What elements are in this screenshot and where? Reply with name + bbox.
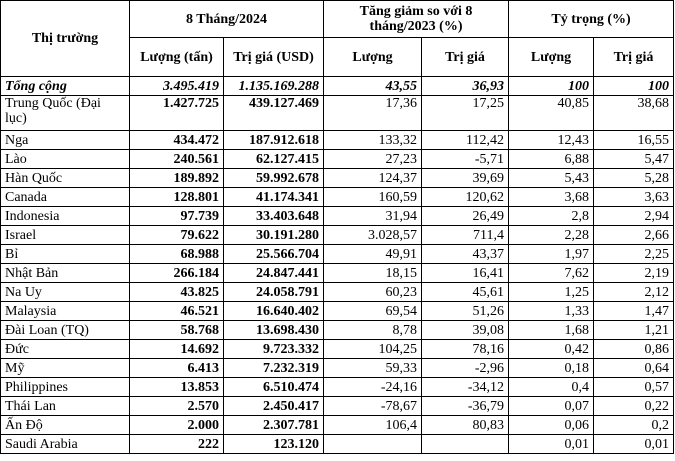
value-cell: 9.723.332: [224, 340, 324, 359]
volume-cell: 6.413: [130, 359, 224, 378]
table-row: [1, 435, 674, 454]
share-value-cell: 2,12: [594, 283, 674, 302]
market-name: Philippines: [1, 378, 130, 397]
value-cell: 123.120: [224, 435, 324, 454]
share-volume-cell: 0,42: [509, 340, 594, 359]
total-name: Tổng cộng: [1, 77, 130, 96]
volume-cell: 240.561: [130, 150, 224, 169]
change-value-cell: 39,08: [422, 321, 509, 340]
market-name: Canada: [1, 188, 130, 207]
change-value-cell: 78,16: [422, 340, 509, 359]
table-row: [1, 283, 674, 302]
table-row: [1, 340, 674, 359]
volume-cell: 266.184: [130, 264, 224, 283]
table-row: [1, 378, 674, 397]
volume-cell: 97.739: [130, 207, 224, 226]
change-volume-cell: 133,32: [324, 131, 422, 150]
change-volume-cell: 104,25: [324, 340, 422, 359]
table-row: [1, 226, 674, 245]
market-name: Indonesia: [1, 207, 130, 226]
volume-cell: 434.472: [130, 131, 224, 150]
table-row: [1, 207, 674, 226]
change-volume-cell: 124,37: [324, 169, 422, 188]
table-row: [1, 302, 674, 321]
total-share-volume: 100: [509, 77, 594, 96]
market-name: Nga: [1, 131, 130, 150]
volume-cell: 128.801: [130, 188, 224, 207]
share-value-cell: 0,2: [594, 416, 674, 435]
table-row: [1, 96, 674, 131]
change-volume-cell: 8,78: [324, 321, 422, 340]
change-value-cell: 43,37: [422, 245, 509, 264]
volume-cell: 189.892: [130, 169, 224, 188]
market-name: Israel: [1, 226, 130, 245]
volume-cell: 13.853: [130, 378, 224, 397]
change-value-cell: 120,62: [422, 188, 509, 207]
value-cell: 33.403.648: [224, 207, 324, 226]
volume-tons-header: Lượng (tấn): [130, 38, 224, 77]
volume-cell: 1.427.725: [130, 96, 224, 131]
share-volume-cell: 1,68: [509, 321, 594, 340]
change-volume-cell: 17,36: [324, 96, 422, 131]
value-cell: 30.191.280: [224, 226, 324, 245]
change-value-cell: 17,25: [422, 96, 509, 131]
value-usd-header: Trị giá (USD): [224, 38, 324, 77]
value-cell: 439.127.469: [224, 96, 324, 131]
market-name: Malaysia: [1, 302, 130, 321]
share-value-cell: 0,22: [594, 397, 674, 416]
change-volume-cell: 31,94: [324, 207, 422, 226]
change-volume-cell: 69,54: [324, 302, 422, 321]
change-volume-cell: 3.028,57: [324, 226, 422, 245]
market-name: Ấn Độ: [1, 416, 130, 435]
value-cell: 6.510.474: [224, 378, 324, 397]
market-name: Bỉ: [1, 245, 130, 264]
table-row: [1, 321, 674, 340]
share-value-cell: 0,64: [594, 359, 674, 378]
share-volume-cell: 5,43: [509, 169, 594, 188]
share-volume-cell: 40,85: [509, 96, 594, 131]
value-cell: 24.847.441: [224, 264, 324, 283]
market-name: Hàn Quốc: [1, 169, 130, 188]
share-header: Tỷ trọng (%): [509, 1, 674, 38]
change-value-cell: 51,26: [422, 302, 509, 321]
value-cell: 25.566.704: [224, 245, 324, 264]
share-volume-cell: 0,18: [509, 359, 594, 378]
table-row: [1, 169, 674, 188]
share-value-cell: 5,28: [594, 169, 674, 188]
value-cell: 13.698.430: [224, 321, 324, 340]
value-cell: 7.232.319: [224, 359, 324, 378]
value-cell: 62.127.415: [224, 150, 324, 169]
share-volume-cell: 7,62: [509, 264, 594, 283]
change-value-cell: -36,79: [422, 397, 509, 416]
market-name: Thái Lan: [1, 397, 130, 416]
share-volume-cell: 0,06: [509, 416, 594, 435]
change-value-header: Trị giá: [422, 38, 509, 77]
total-volume: 3.495.419: [130, 77, 224, 96]
market-name: Na Uy: [1, 283, 130, 302]
share-volume-cell: 2,8: [509, 207, 594, 226]
volume-cell: 68.988: [130, 245, 224, 264]
share-value-cell: 5,47: [594, 150, 674, 169]
volume-cell: 46.521: [130, 302, 224, 321]
total-row: [1, 77, 674, 96]
table-row: [1, 131, 674, 150]
value-cell: 41.174.341: [224, 188, 324, 207]
table-row: [1, 397, 674, 416]
market-name: Lào: [1, 150, 130, 169]
share-value-cell: 0,57: [594, 378, 674, 397]
total-share-value: 100: [594, 77, 674, 96]
market-header: Thị trường: [1, 1, 130, 77]
change-volume-cell: 106,4: [324, 416, 422, 435]
market-name: Đức: [1, 340, 130, 359]
share-volume-cell: 2,28: [509, 226, 594, 245]
share-value-cell: 2,66: [594, 226, 674, 245]
share-value-cell: 1,47: [594, 302, 674, 321]
share-volume-cell: 0,4: [509, 378, 594, 397]
share-value-cell: 2,19: [594, 264, 674, 283]
change-volume-cell: 27,23: [324, 150, 422, 169]
table-row: [1, 264, 674, 283]
value-cell: 2.307.781: [224, 416, 324, 435]
table-row: [1, 359, 674, 378]
share-volume-cell: 0,07: [509, 397, 594, 416]
share-volume-cell: 1,25: [509, 283, 594, 302]
change-value-cell: 80,83: [422, 416, 509, 435]
change-volume-cell: 60,23: [324, 283, 422, 302]
share-volume-cell: 1,33: [509, 302, 594, 321]
volume-cell: 79.622: [130, 226, 224, 245]
value-cell: 187.912.618: [224, 131, 324, 150]
change-volume-cell: 59,33: [324, 359, 422, 378]
change-value-cell: 45,61: [422, 283, 509, 302]
market-name: Đài Loan (TQ): [1, 321, 130, 340]
share-value-header: Trị giá: [594, 38, 674, 77]
total-change-value: 36,93: [422, 77, 509, 96]
share-value-cell: 38,68: [594, 96, 674, 131]
share-value-cell: 16,55: [594, 131, 674, 150]
share-value-cell: 2,25: [594, 245, 674, 264]
share-volume-cell: 1,97: [509, 245, 594, 264]
value-cell: 59.992.678: [224, 169, 324, 188]
table-row: [1, 245, 674, 264]
total-value: 1.135.169.288: [224, 77, 324, 96]
change-value-cell: 711,4: [422, 226, 509, 245]
share-volume-cell: 6,88: [509, 150, 594, 169]
change-volume-cell: 160,59: [324, 188, 422, 207]
change-volume-cell: -24,16: [324, 378, 422, 397]
share-value-cell: 0,86: [594, 340, 674, 359]
value-cell: 2.450.417: [224, 397, 324, 416]
market-name: Trung Quốc (Đại lục): [1, 96, 130, 131]
change-value-cell: -2,96: [422, 359, 509, 378]
share-value-cell: 1,21: [594, 321, 674, 340]
table-row: [1, 416, 674, 435]
share-volume-cell: 12,43: [509, 131, 594, 150]
change-value-cell: 26,49: [422, 207, 509, 226]
share-value-cell: 0,01: [594, 435, 674, 454]
share-volume-cell: 0,01: [509, 435, 594, 454]
volume-cell: 58.768: [130, 321, 224, 340]
value-cell: 16.640.402: [224, 302, 324, 321]
volume-cell: 2.000: [130, 416, 224, 435]
market-name: Saudi Arabia: [1, 435, 130, 454]
change-value-cell: [422, 435, 509, 454]
market-name: Nhật Bản: [1, 264, 130, 283]
total-change-volume: 43,55: [324, 77, 422, 96]
value-cell: 24.058.791: [224, 283, 324, 302]
change-volume-cell: -78,67: [324, 397, 422, 416]
table-row: [1, 188, 674, 207]
change-volume-cell: 18,15: [324, 264, 422, 283]
change-value-cell: 39,69: [422, 169, 509, 188]
change-value-cell: 16,41: [422, 264, 509, 283]
share-value-cell: 2,94: [594, 207, 674, 226]
share-value-cell: 3,63: [594, 188, 674, 207]
volume-cell: 2.570: [130, 397, 224, 416]
change-volume-cell: 49,91: [324, 245, 422, 264]
period-header: 8 Tháng/2024: [130, 1, 324, 38]
table-row: [1, 150, 674, 169]
volume-cell: 43.825: [130, 283, 224, 302]
change-header: Tăng giảm so với 8 tháng/2023 (%): [324, 1, 509, 38]
change-volume-cell: [324, 435, 422, 454]
change-volume-header: Lượng: [324, 38, 422, 77]
market-name: Mỹ: [1, 359, 130, 378]
volume-cell: 14.692: [130, 340, 224, 359]
share-volume-header: Lượng: [509, 38, 594, 77]
change-value-cell: 112,42: [422, 131, 509, 150]
volume-cell: 222: [130, 435, 224, 454]
change-value-cell: -34,12: [422, 378, 509, 397]
change-value-cell: -5,71: [422, 150, 509, 169]
share-volume-cell: 3,68: [509, 188, 594, 207]
